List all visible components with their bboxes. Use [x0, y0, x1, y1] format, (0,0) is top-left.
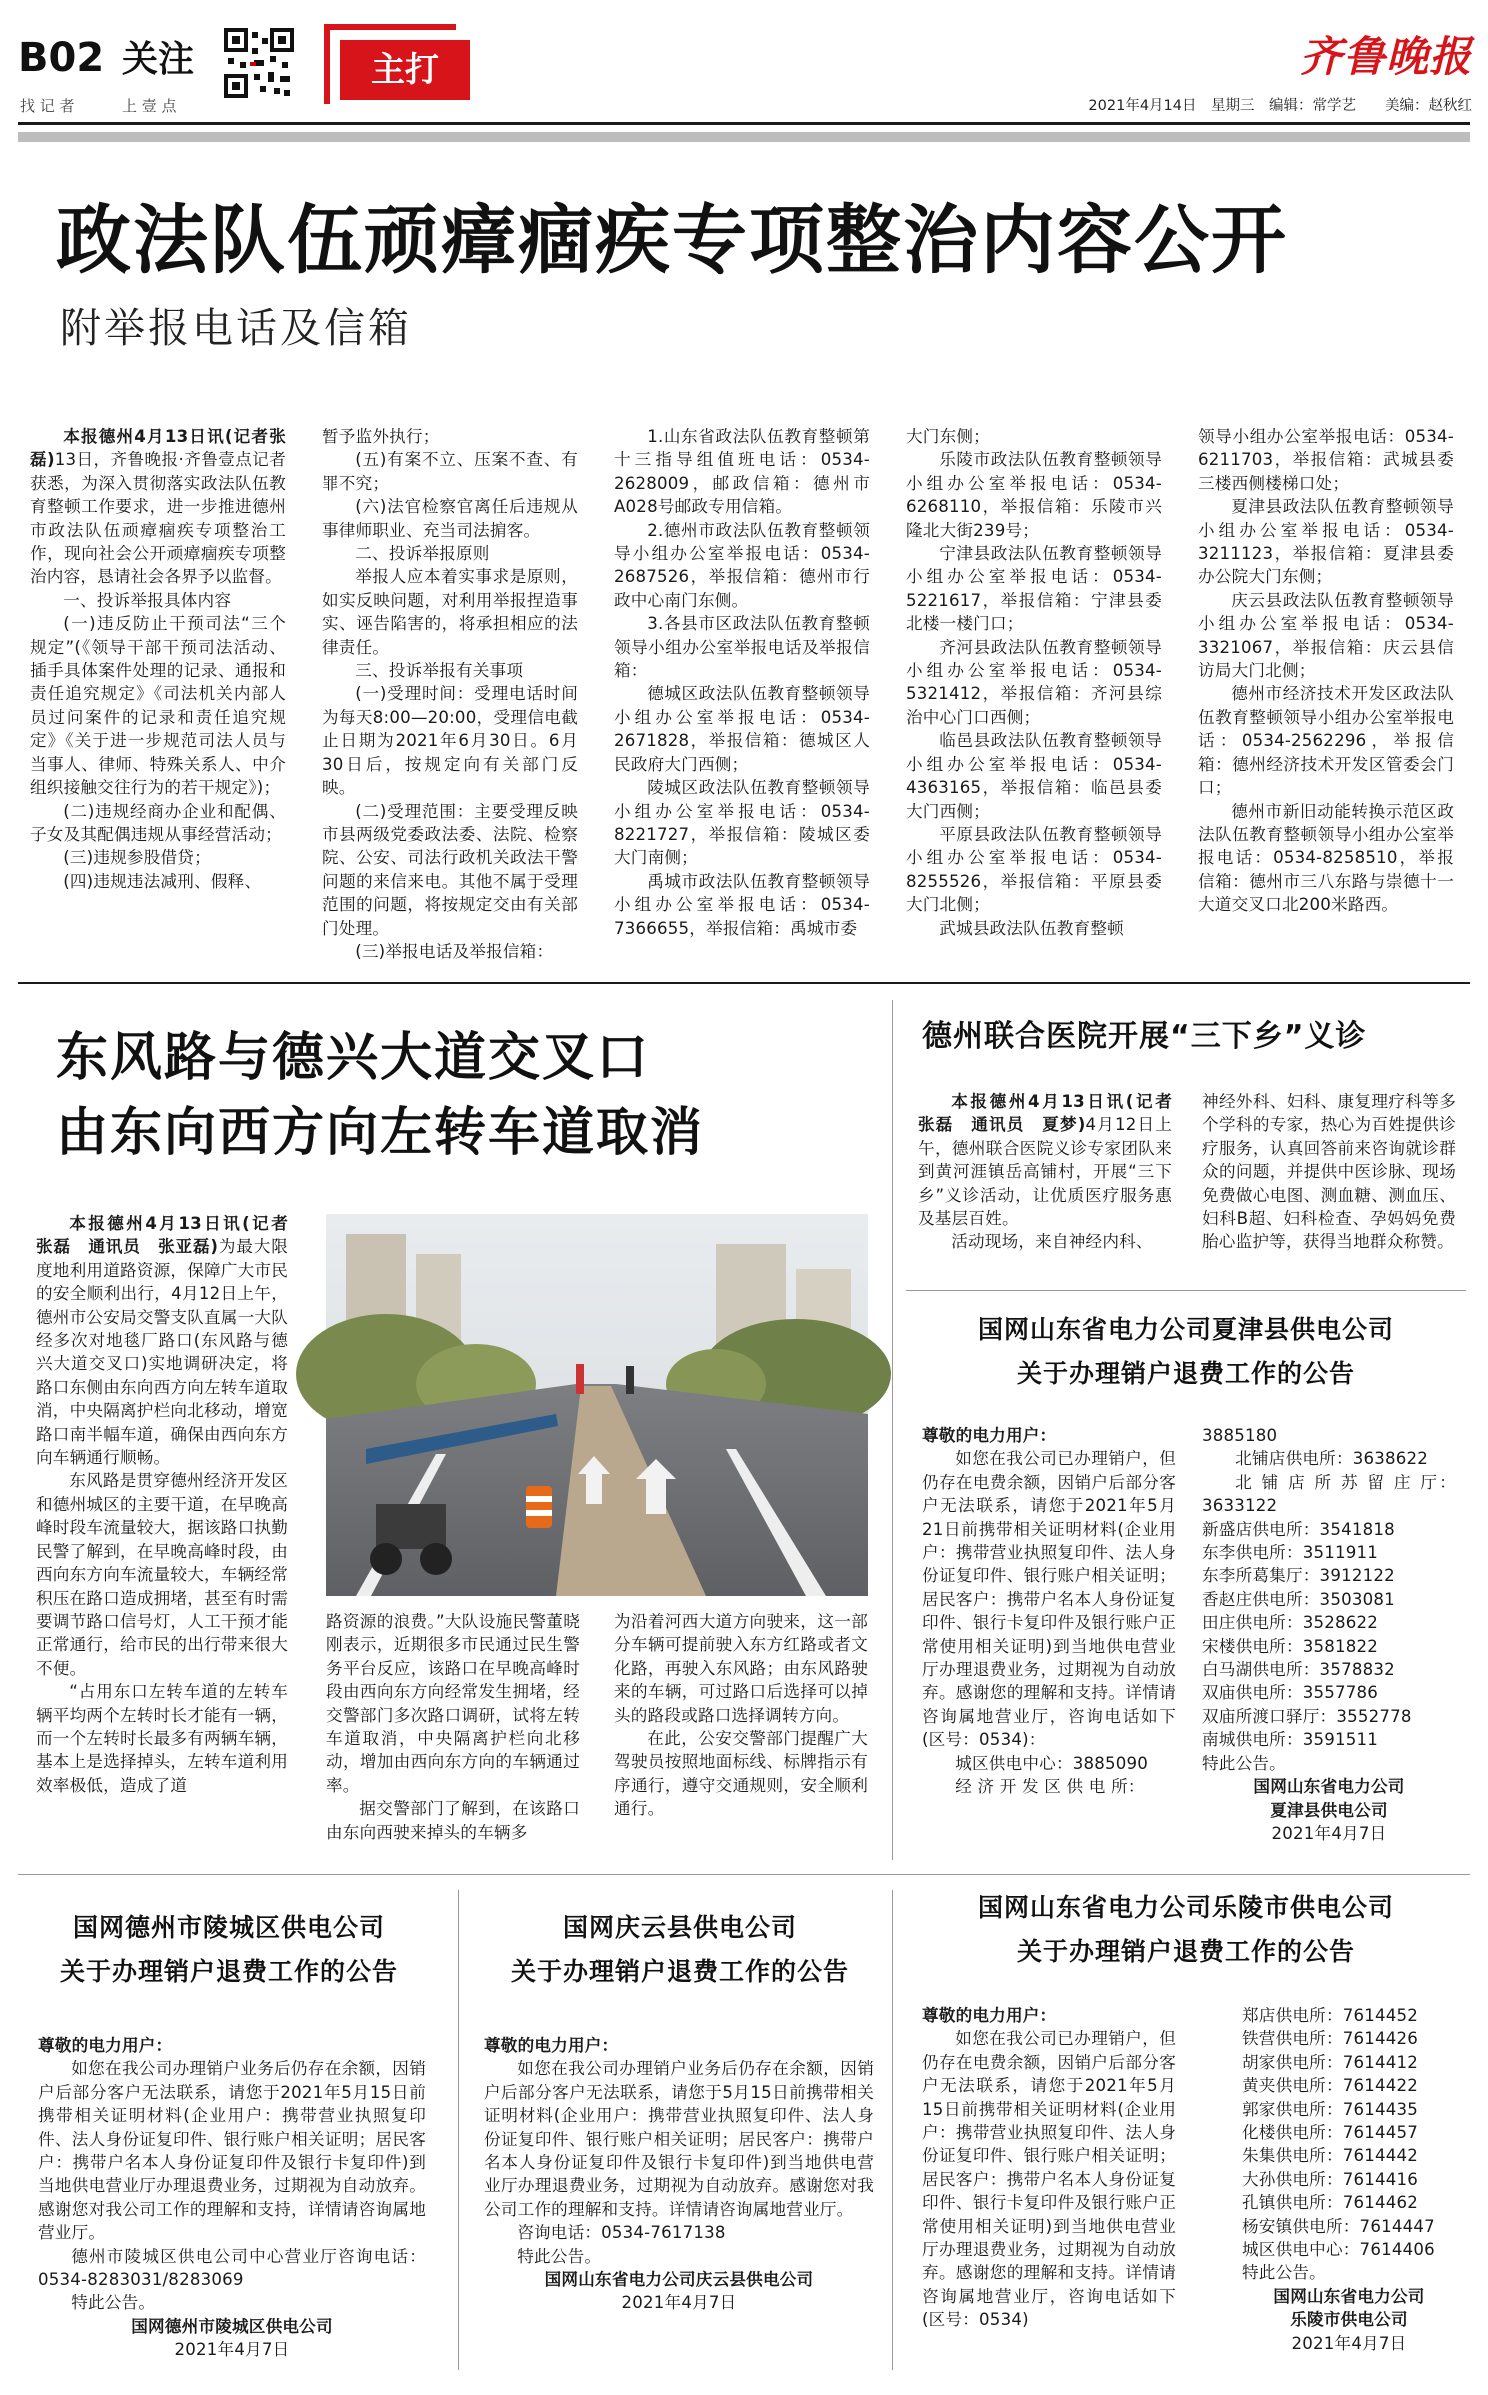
editor-label-2: 上 壹 点 — [122, 97, 177, 115]
clinic-col-1 — [918, 1090, 1189, 1268]
main-para: 临邑县政法队伍教育整顿领导小组办公室举报电话：0534-4363165，举报信箱：临邑县委大门西侧； — [906, 731, 1162, 821]
traffic-col-2 — [326, 1610, 580, 1844]
laoling-contact: 大孙供电所：7614416 — [1242, 2169, 1419, 2189]
column-divider — [892, 1890, 893, 2370]
lingcheng-title-1: 国网德州市陵城区供电公司 — [72, 1913, 385, 1942]
laoling-contact: 化楼供电所：7614457 — [1242, 2123, 1419, 2143]
lingcheng-notice: 特此公告。 — [71, 2293, 156, 2313]
main-para: (三)违规参股借贷； — [63, 848, 211, 868]
xiajin-contact: 经 济 开 发 区 供 电 所： — [955, 1777, 1145, 1797]
main-para: 陵城区政法队伍教育整顿领导小组办公室举报电话：0534-8221727，举报信箱：陵城区委大门南侧； — [614, 778, 870, 868]
laoling-contact: 城区供电中心：7614406 — [1242, 2240, 1435, 2260]
xiajin-contact: 3885180 — [1202, 1426, 1278, 1445]
section-name: 关注 — [122, 39, 195, 80]
main-para: (六)法官检察官离任后违规从事律师职业、充当司法掮客。 — [322, 497, 578, 540]
section-divider — [18, 1874, 1470, 1875]
main-para: 宁津县政法队伍教育整顿领导小组办公室举报电话：0534-5221617，举报信箱：宁津县委北楼一楼门口； — [906, 544, 1162, 634]
main-col-2 — [322, 425, 578, 961]
traffic-col-1 — [36, 1212, 305, 1844]
tab-label: 主打 — [340, 40, 470, 100]
section-divider — [906, 1290, 1466, 1291]
main-col-3 — [614, 425, 870, 950]
traffic-para: 为沿着河西大道方向驶来，这一部分车辆可提前驶入东方红路或者文化路，再驶入东风路；由东风路驶来的车辆，可过路口后选择可以掉头的路段或路口选择调转方向。 — [614, 1612, 868, 1725]
main-para: 德州市新旧动能转换示范区政法队伍教育整顿领导小组办公室举报电话：0534-8258510，举报信箱：德州市三八东路与崇德十一大道交叉口北200米路西。 — [1198, 801, 1454, 915]
xiajin-contact: 双庙供电所：3557786 — [1202, 1683, 1379, 1703]
qingyun-body — [484, 2034, 874, 2374]
xiajin-notice: 特此公告。 — [1202, 1753, 1286, 1773]
main-para: (三)举报电话及举报信箱： — [355, 941, 554, 961]
main-para: 领导小组办公室举报电话：0534-6211703，举报信箱：武城县委三楼西侧楼梯口处； — [1198, 427, 1454, 493]
traffic-para: “占用东口左转车道的左转车辆平均两个左转时长才能有一辆，而一个左转时长最多有两辆车辆，基本上是选择掉头，左转车道利用效率极低，造成了道 — [36, 1682, 288, 1795]
traffic-lead: 本报德州4月13日讯(记者 张磊 通讯员 张亚磊) — [36, 1214, 305, 1257]
clinic-lead: 本报德州4月13日讯(记者 张磊 通讯员 夏梦) — [918, 1092, 1189, 1135]
laoling-salutation: 尊敬的电力用户： — [922, 2006, 1057, 2025]
laoling-contact: 朱集供电所：7614442 — [1242, 2146, 1419, 2166]
main-para: (一)受理时间：受理电话时间为每天8:00—20:00，受理信电截止日期为2021年6月30日。6月30日后，按规定向有关部门反映。 — [322, 684, 578, 798]
main-subtitle: 附举报电话及信箱 — [60, 304, 412, 352]
laoling-contact: 胡家供电所：7614412 — [1242, 2052, 1419, 2072]
laoling-contact: 杨安镇供电所：7614447 — [1242, 2216, 1435, 2236]
traffic-col-3 — [614, 1610, 868, 1844]
laoling-contact: 黄夹供电所：7614422 — [1242, 2076, 1419, 2096]
clinic-title: 德州联合医院开展“三下乡”义诊 — [922, 1019, 1367, 1054]
qingyun-title-1: 国网庆云县供电公司 — [562, 1913, 797, 1942]
xiajin-title-1: 国网山东省电力公司夏津县供电公司 — [977, 1315, 1394, 1344]
xiajin-salutation: 尊敬的电力用户： — [922, 1426, 1057, 1445]
main-col-4 — [906, 425, 1162, 950]
lingcheng-body-text: 如您在我公司办理销户业务后仍存在余额，因销户后部分客户无法联系，请您于2021年5月15日前携带相关证明材料(企业用户：携带营业执照复印件、法人身份证复印件、银行账户相关证明；居民客户：携带户名本人身份证复印件及银行卡复印件)到当地供电营业厅办理退费业务，过期视为自动放弃。感谢您对我公司工作的理解和支持，详情请咨询属地营业厅。 — [38, 2059, 426, 2243]
main-para: 13日，齐鲁晚报·齐鲁壹点记者获悉，为深入贯彻落实政法队伍教育整顿工作要求，进一步推进德州市政法队伍顽瘴痼疾专项整治工作，现向社会公开顽瘴痼疾专项整治内容，恳请社会各界予以监督。 — [30, 450, 287, 587]
main-title: 政法队伍顽瘴痼疾专项整治内容公开 — [56, 196, 1289, 284]
newspaper-logo: 齐鲁晚报 — [1300, 32, 1473, 81]
main-para: 武城县政法队伍教育整顿 — [939, 918, 1124, 938]
xiajin-contact: 城区供电中心：3885090 — [955, 1753, 1149, 1773]
xiajin-body: 如您在我公司已办理销户，但仍存在电费余额，因销户后部分客户无法联系，请您于2021年5月21日前携带相关证明材料(企业用户：携带营业执照复印件、法人身份证复印件、银行账户相关证明；居民客户：携带户名本人身份证复印件、银行卡复印件及银行账户正常使用相关证明)到当地供电营业厅办理退费业务，过期视为自动放弃。感谢您的理解和支持。详情请咨询属地营业厅，咨询电话如下(区号：0534)： — [922, 1449, 1176, 1750]
lingcheng-salutation: 尊敬的电力用户： — [38, 2036, 173, 2055]
xiajin-contact: 东李供电所：3511911 — [1202, 1543, 1379, 1563]
qingyun-date: 2021年4月7日 — [621, 2293, 737, 2313]
xiajin-contact: 宋楼供电所：3581822 — [1202, 1636, 1379, 1656]
xiajin-contact: 新盛店供电所：3541818 — [1202, 1519, 1395, 1539]
laoling-body: 如您在我公司已办理销户，但仍存在电费余额，因销户后部分客户无法联系，请您于2021年5月15日前携带相关证明材料(企业用户：携带营业执照复印件、法人身份证复印件、银行账户相关证明；居民客户：携带户名本人身份证复印件、银行卡复印件及银行账户正常使用相关证明)到当地供电营业厅办理退费业务，过期视为自动放弃。感谢您的理解和支持。详情请咨询属地营业厅，咨询电话如下(区号：0534) — [922, 2029, 1176, 2330]
main-para: 平原县政法队伍教育整顿领导小组办公室举报电话：0534-8255526，举报信箱：平原县委大门北侧； — [906, 824, 1162, 915]
main-para: 2.德州市政法队伍教育整顿领导小组办公室举报电话：0534-2687526，举报信箱：德州市行政中心南门东侧。 — [614, 520, 870, 610]
main-para: 暂予监外执行； — [322, 427, 440, 446]
laoling-contact: 郑店供电所：7614452 — [1242, 2006, 1419, 2025]
laoling-col-2 — [1242, 2004, 1456, 2374]
qr-code-icon — [224, 28, 294, 98]
qingyun-sign: 国网山东省电力公司庆云县供电公司 — [544, 2270, 814, 2290]
xiajin-sign: 国网山东省电力公司 — [1253, 1777, 1405, 1797]
laoling-title-1: 国网山东省电力公司乐陵市供电公司 — [977, 1893, 1394, 1922]
xiajin-title-2: 关于办理销户退费工作的公告 — [1016, 1359, 1355, 1388]
main-para: (一)违反防止干预司法“三个规定”(《领导干部干预司法活动、插手具体案件处理的记录、通报和责任追究规定》《司法机关内部人员过问案件的记录和责任追究规定》《关于进一步规范司法人员与当事人、律师、特殊关系人、中介组织接触交往行为的若干规定》)； — [30, 614, 286, 798]
editor-label-1: 找 记 者 — [20, 97, 75, 115]
clinic-col-2 — [1202, 1090, 1456, 1268]
main-para: (二)违规经商办企业和配偶、子女及其配偶违规从事经营活动； — [30, 801, 286, 844]
masthead-shadow — [18, 132, 1470, 142]
main-para: 二、投诉举报原则 — [355, 544, 490, 564]
column-divider — [458, 1890, 459, 2370]
lingcheng-title-2: 关于办理销户退费工作的公告 — [59, 1957, 398, 1986]
masthead-rule — [18, 122, 1470, 125]
main-para: (五)有案不立、压案不查、有罪不究； — [322, 450, 578, 493]
qingyun-salutation: 尊敬的电力用户： — [484, 2036, 619, 2055]
main-para: 禹城市政法队伍教育整顿领导小组办公室举报电话：0534-7366655，举报信箱：禹城市委 — [614, 871, 870, 938]
laoling-date: 2021年4月7日 — [1291, 2333, 1407, 2353]
clinic-para: 神经外科、妇科、康复理疗科等多个学科的专家，热心为百姓提供诊疗服务，认真回答前来咨询就诊群众的问题，并提供中医诊脉、现场免费做心电图、测血糖、测血压、妇科B超、妇科检查、孕妈妈免费胎心监护等，获得当地群众称赞。 — [1202, 1092, 1456, 1252]
clinic-para: 4月12日上午，德州联合医院义诊专家团队来到黄河涯镇岳高铺村，开展“三下乡”义诊活动，让优质医疗服务惠及基层百姓。 — [918, 1115, 1173, 1229]
main-para: 德州市经济技术开发区政法队伍教育整顿领导小组办公室举报电话：0534-2562296，举报信箱：德州经济技术开发区管委会门口； — [1198, 684, 1454, 798]
traffic-para: 东风路是贯穿德州经济开发区和德州城区的主要干道，在早晚高峰时段车流量较大，据该路口执勤民警了解到，在早晚高峰时段，由西向东方向车流量较大，车辆经常积压在路口造成拥堵，甚至有时需要调节路口信号灯，人工干预才能正常通行，给市民的出行带来很大不便。 — [36, 1471, 288, 1678]
traffic-para: 为最大限度地利用道路资源，保障广大市民的安全顺利出行，4月12日上午，德州市公安局交警支队直属一大队经多次对地毯厂路口(东风路与德兴大道交叉口)实地调研决定，将路口东侧由东向西方向左转车道取消，中央隔离护栏向北移动，增宽路口南半幅车道，确保由西向东方向车辆通行顺畅。 — [36, 1237, 288, 1468]
main-para: 1.山东省政法队伍教育整顿第十三指导组值班电话：0534-2628009，邮政信箱：德州市A028号邮政专用信箱。 — [614, 427, 870, 517]
main-para: 大门东侧； — [906, 427, 990, 446]
main-col-5 — [1198, 425, 1454, 950]
xiajin-contact: 香赵庄供电所：3503081 — [1202, 1589, 1395, 1609]
qingyun-notice: 特此公告。 — [517, 2246, 602, 2266]
main-para: 乐陵市政法队伍教育整顿领导小组办公室举报电话：0534-6268110，举报信箱：乐陵市兴隆北大街239号； — [906, 450, 1162, 540]
laoling-contact: 郭家供电所：7614435 — [1242, 2099, 1419, 2119]
main-para: 夏津县政法队伍教育整顿领导小组办公室举报电话：0534-3211123，举报信箱：夏津县委办公院大门东侧； — [1198, 497, 1454, 587]
qingyun-contact: 咨询电话：0534-7617138 — [517, 2223, 726, 2243]
main-para: (四)违规违法减刑、假释、 — [63, 871, 262, 891]
xiajin-sign: 夏津县供电公司 — [1270, 1800, 1388, 1820]
laoling-contact: 铁营供电所：7614426 — [1242, 2029, 1419, 2049]
main-para: (二)受理范围：主要受理反映市县两级党委政法委、法院、检察院、公安、司法行政机关政法干警问题的来信来电。其他不属于受理范围的问题，将按规定交由有关部门处理。 — [322, 801, 578, 938]
xiajin-col-1 — [922, 1424, 1176, 1854]
qingyun-title-2: 关于办理销户退费工作的公告 — [510, 1957, 849, 1986]
xiajin-contact: 白马湖供电所：3578832 — [1202, 1660, 1395, 1680]
main-para: 庆云县政法队伍教育整顿领导小组办公室举报电话：0534-3321067，举报信箱：庆云县信访局大门北侧； — [1198, 590, 1454, 681]
main-para: 三、投诉举报有关事项 — [355, 661, 524, 681]
lingcheng-contact: 德州市陵城区供电公司中心营业厅咨询电话：0534-8283031/8283069 — [38, 2246, 426, 2290]
main-para: 齐河县政法队伍教育整顿领导小组办公室举报电话：0534-5321412，举报信箱：齐河县综治中心门口西侧； — [906, 637, 1162, 727]
xiajin-contact: 北铺店供电所：3638622 — [1235, 1449, 1429, 1469]
masthead — [0, 0, 1488, 145]
qingyun-body-text: 如您在我公司办理销户业务后仍存在余额，因销户后部分客户无法联系，请您于5月15日前携带相关证明材料(企业用户：携带营业执照复印件、法人身份证复印件、银行账户相关证明；居民客户：携带户名本人身份证复印件及银行卡复印件)到当地供电营业厅办理退费业务，过期视为自动放弃。感谢您对我公司工作的理解和支持。详情请咨询属地营业厅。 — [484, 2059, 874, 2219]
traffic-title-2: 由东向西方向左转车道取消 — [56, 1103, 705, 1163]
xiajin-contact: 东李所葛集厅：3912122 — [1202, 1566, 1395, 1586]
traffic-para: 据交警部门了解到，在该路口由东向西驶来掉头的车辆多 — [326, 1799, 580, 1842]
laoling-title-2: 关于办理销户退费工作的公告 — [1016, 1937, 1355, 1966]
section-divider — [18, 982, 1470, 984]
xiajin-col-2 — [1202, 1424, 1456, 1854]
traffic-title-1: 东风路与德兴大道交叉口 — [56, 1028, 651, 1088]
main-col-1 — [30, 425, 286, 950]
clinic-para: 活动现场，来自神经内科、 — [951, 1232, 1153, 1252]
traffic-para: 在此，公安交警部门提醒广大驾驶员按照地面标线、标牌指示有序通行，遵守交通规则，安全顺利通行。 — [614, 1729, 868, 1819]
traffic-para: 路资源的浪费。”大队设施民警董晓刚表示，近期很多市民通过民生警务平台反应，该路口在早晚高峰时段由西向东方向经常发生拥堵，经交警部门多次路口调研，试将左转车道取消，中央隔离护栏向北移动，增加由西向东方向的车辆通过率。 — [326, 1612, 580, 1795]
page-number: B02 — [18, 35, 105, 81]
main-para: 德城区政法队伍教育整顿领导小组办公室举报电话：0534-2671828，举报信箱：德城区人民政府大门西侧； — [614, 684, 870, 774]
road-photo — [326, 1214, 868, 1596]
laoling-col-1 — [922, 2004, 1176, 2374]
xiajin-contact: 田庄供电所：3528622 — [1202, 1613, 1379, 1633]
laoling-sign: 乐陵市供电公司 — [1290, 2310, 1408, 2330]
xiajin-contact: 南城供电所：3591511 — [1202, 1730, 1379, 1750]
lingcheng-date: 2021年4月7日 — [174, 2340, 290, 2360]
laoling-sign: 国网山东省电力公司 — [1273, 2286, 1425, 2306]
column-divider — [892, 1000, 893, 1860]
main-para: 一、投诉举报具体内容 — [63, 590, 232, 610]
date-line: 2021年4月14日 星期三 编辑：常学艺 美编：赵秋红 — [1088, 98, 1472, 114]
laoling-contact: 孔镇供电所：7614462 — [1242, 2193, 1419, 2213]
lingcheng-sign: 国网德州市陵城区供电公司 — [131, 2316, 333, 2336]
xiajin-contact: 北 铺 店 所 苏 留 庄 厅：3633122 — [1202, 1472, 1456, 1516]
laoling-notice: 特此公告。 — [1242, 2263, 1326, 2283]
lingcheng-body — [38, 2034, 426, 2374]
main-lead: 本报德州4月13日讯(记者张磊) — [30, 427, 286, 470]
main-para: 举报人应本着实事求是原则，如实反映问题，对利用举报捏造事实、诬告陷害的，将承担相应的法律责任。 — [322, 567, 578, 657]
xiajin-contact: 双庙所渡口驿厅：3552778 — [1202, 1706, 1412, 1726]
main-para: 3.各县市区政法队伍教育整顿领导小组办公室举报电话及举报信箱： — [614, 614, 870, 681]
xiajin-date: 2021年4月7日 — [1271, 1823, 1387, 1843]
